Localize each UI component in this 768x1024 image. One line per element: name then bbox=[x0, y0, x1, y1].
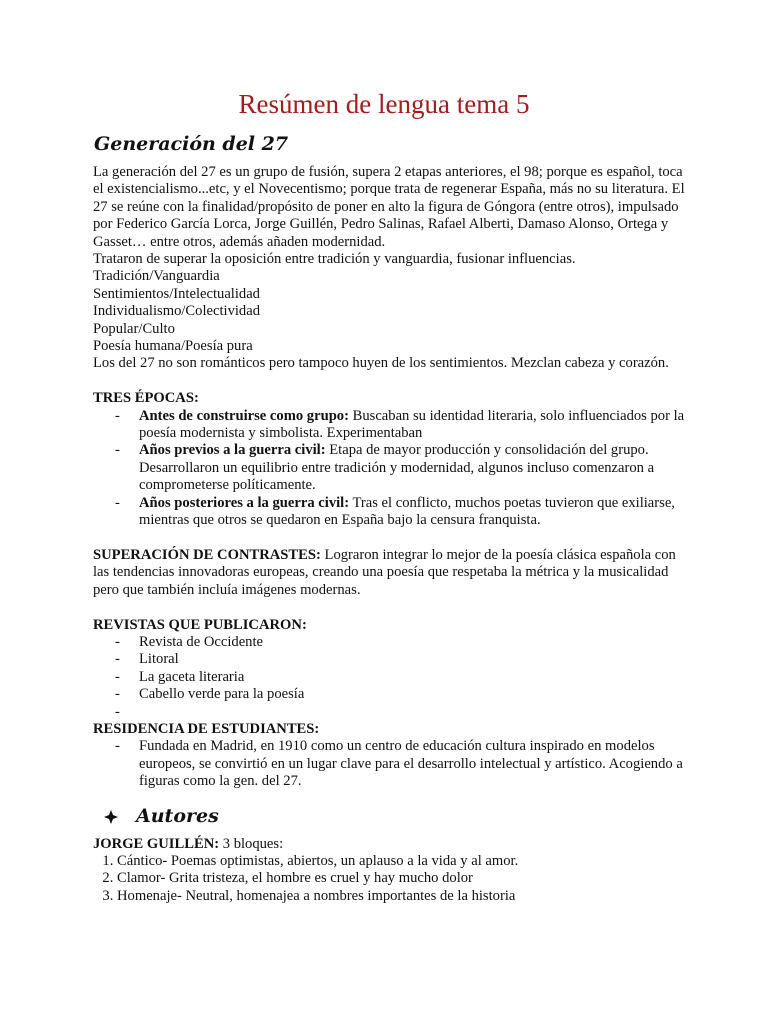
list-item: - La gaceta literaria bbox=[115, 668, 245, 685]
jorge-guillen-line: JORGE GUILLÉN: 3 bloques: bbox=[93, 835, 284, 852]
item-text: Etapa de mayor producción y consolidación del grupo. Desarrollaron un equilibrio entre tradición y modernidad, algunos incluso comenzaron a comprometerse políticamente. bbox=[139, 442, 655, 494]
dash-bullet: - bbox=[115, 686, 120, 703]
dash-bullet: - bbox=[115, 668, 120, 685]
list-item: 3. Homenaje- Neutral, homenajea a nombres importantes de la historia bbox=[117, 888, 685, 905]
item-bold-label: Años posteriores a la guerra civil: bbox=[139, 494, 350, 511]
dash-bullet: - bbox=[115, 407, 120, 424]
opposition-line: Sentimientos/Intelectualidad bbox=[93, 285, 260, 302]
list-item: 2. Clamor- Grita tristeza, el hombre es cruel y hay mucho dolor bbox=[117, 870, 685, 887]
section-heading: Generación del 27 bbox=[94, 133, 289, 155]
list-item bbox=[93, 442, 685, 494]
revistas-heading: REVISTAS QUE PUBLICARON: bbox=[93, 616, 307, 633]
dash-bullet: - bbox=[115, 703, 120, 720]
opposition-line: Poesía humana/Poesía pura bbox=[93, 338, 253, 355]
spacer bbox=[93, 599, 685, 616]
tres-epocas-list bbox=[93, 408, 685, 530]
superacion-paragraph: SUPERACIÓN DE CONTRASTES: Lograron integrar lo mejor de la poesía clásica española con las tendencias innovadoras europeas, creando una poesía que respetaba la métrica y la musicalidad pero que también incluía imágenes modernas. bbox=[93, 546, 676, 598]
opposition-line: Popular/Culto bbox=[93, 320, 175, 337]
document-body bbox=[93, 164, 685, 905]
residencia-list bbox=[93, 738, 685, 790]
list-item bbox=[93, 495, 685, 530]
romantic-line: Los del 27 no son románticos pero tampoco huyen de los sentimientos. Mezclan cabeza y corazón. bbox=[93, 355, 669, 372]
item-bold-label: Años previos a la guerra civil: bbox=[139, 442, 326, 459]
item-text: Tras el conflicto, muchos poetas tuvieron que exiliarse, mientras que otros se quedaron en España bajo la censura franquista. bbox=[139, 494, 675, 529]
intro-paragraph: La generación del 27 es un grupo de fusión, supera 2 etapas anteriores, el 98; porque es español, toca el existencialismo...etc, y el Novecentismo; porque trata de regenerar España, más no su literatura. El 27 se reúne con la finalidad/propósito de poner en alto la figura de Góngora (entre otros), impulsado por Federico García Lorca, Jorge Guillén, Pedro Salinas, Rafael Alberti, Damaso Alonso, Ortega y Gasset… entre otros, además añaden modernidad. bbox=[93, 164, 685, 250]
item-bold-label: Antes de construirse como grupo: bbox=[139, 407, 349, 424]
residencia-heading: RESIDENCIA DE ESTUDIANTES: bbox=[93, 720, 320, 737]
spacer bbox=[93, 373, 685, 390]
revistas-list bbox=[93, 634, 685, 721]
list-item: - Cabello verde para la poesía bbox=[115, 686, 305, 703]
dash-bullet: - bbox=[115, 633, 120, 650]
dash-bullet: - bbox=[115, 738, 120, 755]
list-item bbox=[93, 408, 685, 443]
diamond-bullet-icon bbox=[104, 810, 118, 824]
list-item: 1. Cántico- Poemas optimistas, abiertos, un aplauso a la vida y al amor. bbox=[117, 853, 685, 870]
dash-bullet: - bbox=[115, 494, 120, 511]
jorge-guillen-blocks bbox=[93, 853, 685, 905]
spacer bbox=[93, 530, 685, 547]
document-title: Resúmen de lengua tema 5 bbox=[238, 89, 530, 119]
autores-heading: Autores bbox=[93, 802, 685, 830]
dash-bullet: - bbox=[115, 651, 120, 668]
list-item: - Revista de Occidente bbox=[115, 633, 263, 650]
tres-epocas-heading: TRES ÉPOCAS: bbox=[93, 390, 199, 407]
dash-bullet: - bbox=[115, 442, 120, 459]
list-item bbox=[93, 704, 685, 721]
list-item: - Litoral bbox=[115, 651, 179, 668]
opposition-line: Tradición/Vanguardia bbox=[93, 268, 220, 285]
item-text: Buscaban su identidad literaria, solo influenciados por la poesía modernista y simbolista. Experimentaban bbox=[139, 407, 685, 442]
opposition-line: Individualismo/Colectividad bbox=[93, 303, 260, 320]
list-item: - Fundada en Madrid, en 1910 como un centro de educación cultura inspirado en modelos europeos, se convirtió en un lugar clave para el desarrollo intelectual y artístico. Acogiendo a figuras como la gen. del 27. bbox=[115, 738, 683, 790]
fusion-line: Trataron de superar la oposición entre tradición y vanguardia, fusionar influencias. bbox=[93, 251, 576, 268]
